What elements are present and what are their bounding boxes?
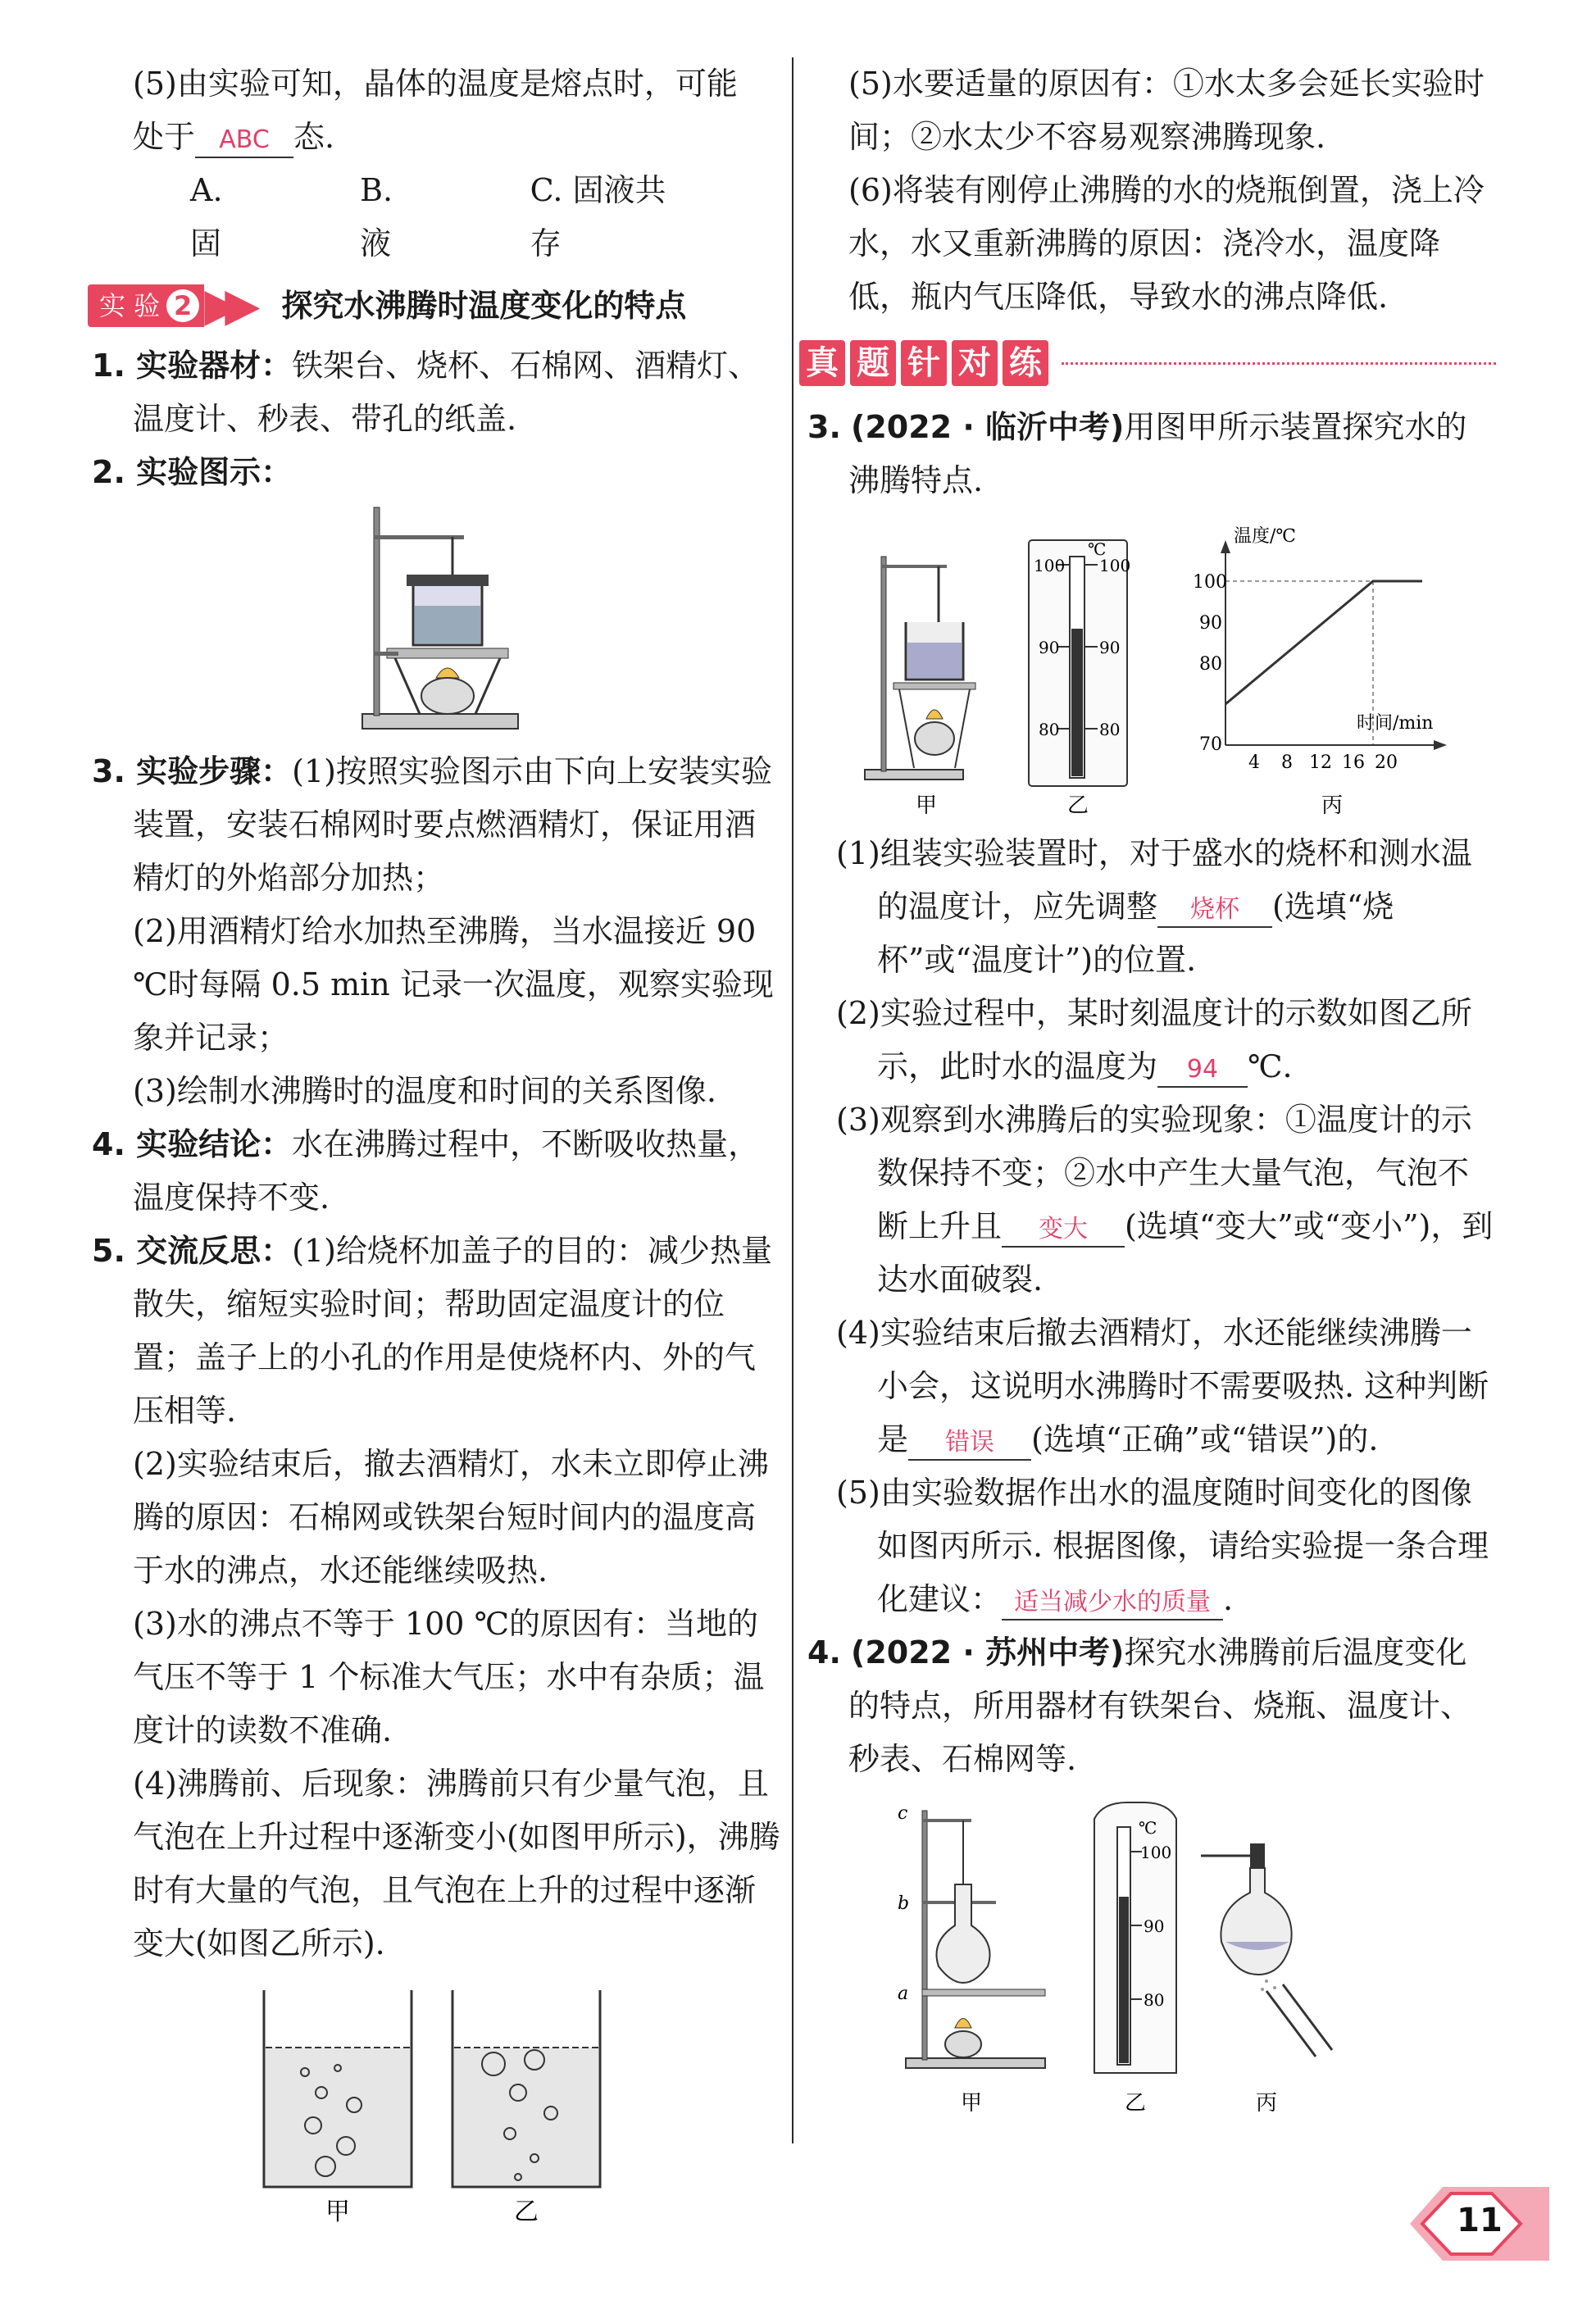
q3-p3-text-a: (3)观察到水沸腾后的实验现象：①温度计的示数保持不变；②水中产生大量气泡，气泡不断上升且: [836, 1102, 1472, 1244]
practice-section-header: [799, 332, 1496, 394]
q3-part-5: [807, 1466, 1496, 1626]
q3-p4-text-a: (4)实验结束后撤去酒精灯，水还能继续沸腾一小会，这说明水沸腾时不需要吸热. 这种判断是: [836, 1315, 1489, 1457]
q5-line1: (5)由实验可知，晶体的温度是熔点时，可能: [133, 66, 738, 102]
q3-apparatus: [865, 557, 975, 780]
q4-stem: [807, 1626, 1496, 1786]
q3-thermometer: [1029, 539, 1130, 786]
experiment-header: [88, 277, 780, 334]
q3-p5-text-b: .: [1223, 1581, 1234, 1617]
q3-temperature-curve: [1225, 581, 1422, 704]
q3-number: 3.: [807, 409, 841, 445]
q3-p4-text-b: (选填“正确”或“错误”)的.: [1031, 1421, 1379, 1457]
q3-xtick-8: 8: [1281, 752, 1293, 773]
experiment-title: 探究水沸腾时温度变化的特点: [281, 287, 687, 324]
section-dotted-line: [1062, 362, 1496, 365]
q3-p2-text-b: ℃.: [1248, 1048, 1293, 1084]
q3-p5-answer: 适当减少水的质量: [1002, 1586, 1223, 1620]
q5-option-a: A. 固: [190, 172, 223, 261]
q4-inverted-flask: [1201, 1843, 1332, 2057]
q3-ytick-70: 70: [1199, 734, 1222, 755]
q3-p4-answer: 错误: [908, 1426, 1031, 1461]
q3-figure-svg: [848, 507, 1496, 819]
item-1-text: 铁架台、烧杯、石棉网、酒精灯、温度计、秒表、带孔的纸盖.: [133, 348, 760, 437]
item-2: [92, 446, 780, 499]
q3-part-1: [807, 827, 1496, 987]
q4-stem-text: 探究水沸腾前后温度变化的特点，所用器材有铁架台、烧瓶、温度计、秒表、石棉网等.: [848, 1634, 1472, 1777]
q3-therm-unit: ℃: [1088, 539, 1107, 559]
item-5-r2: (2)实验结束后，撤去酒精灯，水未立即停止沸腾的原因：石棉网或铁架台短时间内的温度高于水的沸点，水还能继续吸热.: [133, 1446, 769, 1589]
q3-p3-answer: 变大: [1002, 1213, 1125, 1248]
left-column: [92, 57, 780, 2244]
q3-ytick-90: 90: [1199, 613, 1222, 634]
item-4: [92, 1118, 780, 1225]
q4-figure-svg: [857, 1794, 1447, 2118]
q4-therm-mark-80: 80: [1144, 1990, 1165, 2010]
boiling-apparatus-illustration: [338, 499, 534, 737]
column-divider: [792, 57, 793, 2143]
q5-option-c: C. 固液共存: [530, 172, 666, 261]
continued-5: (5)水要适量的原因有：①水太多会延长实验时间；②水太少不容易观察沸腾现象.: [848, 66, 1485, 155]
q3-therm-mark-90: 90: [1099, 638, 1121, 657]
q4-fig-label-b: 乙: [1124, 2091, 1147, 2116]
q4-therm-mark-90: 90: [1144, 1916, 1165, 1936]
item-3-step-3: (3)绘制水沸腾时的温度和时间的关系图像.: [133, 1073, 716, 1109]
q5-line2: [92, 111, 780, 164]
experiment-badge: [88, 284, 204, 327]
q4-mark-c: c: [898, 1803, 908, 1824]
q3-therm-mark-80-left: 80: [1039, 720, 1060, 739]
item-5-r1: (1)给烧杯加盖子的目的：减少热量散失，缩短实验时间；帮助固定温度计的位置；盖子上的小孔的作用是使烧杯内、外的气压相等.: [133, 1233, 772, 1429]
experiment-number: 2: [166, 289, 199, 322]
q3-graph: [1193, 526, 1447, 773]
item-5-r4: (4)沸腾前、后现象：沸腾前只有少量气泡，且气泡在上升过程中逐渐变小(如图甲所示)，沸腾时有大量的气泡，且气泡在上升的过程中逐渐变大(如图乙所示).: [133, 1766, 780, 1961]
q3-graph-xlabel: 时间/min: [1357, 713, 1434, 734]
item-3: [92, 745, 780, 905]
bubble-comparison-illustration: [248, 1982, 625, 2236]
q5-options: [92, 164, 780, 270]
q4-apparatus: [898, 1803, 1045, 2068]
q4-thermometer: [1094, 1802, 1176, 2073]
item-3-step-1: (1)按照实验图示由下向上安装实验装置，安装石棉网时要点燃酒精灯，保证用酒精灯的外焰部分加热；: [133, 753, 772, 896]
continued-6: (6)将装有刚停止沸腾的水的烧瓶倒置，浇上冷水，水又重新沸腾的原因：浇冷水，温度降低，瓶内气压降低，导致水的沸点降低.: [848, 172, 1485, 315]
section-title-char-2: 题: [850, 340, 896, 386]
q5-text-b: 态.: [293, 119, 335, 155]
q3-p2-text-a: (2)实验过程中，某时刻温度计的示数如图乙所示，此时水的温度为: [836, 995, 1472, 1084]
q4-number: 4.: [807, 1634, 841, 1670]
item-2-label: 2. 实验图示：: [92, 454, 293, 490]
q3-therm-mark-100: 100: [1099, 556, 1131, 575]
q3-p3-text-b: (选填“变大”或“变小”)，到达水面破裂.: [877, 1208, 1494, 1298]
q3-xtick-4: 4: [1248, 752, 1260, 773]
item-1: [92, 339, 780, 446]
q3-ytick-100: 100: [1193, 572, 1227, 593]
q5-text-a: 处于: [133, 119, 196, 155]
section-title-char-4: 对: [952, 340, 998, 386]
q3-fig-label-b: 乙: [1066, 793, 1089, 818]
q3-ytick-80: 80: [1199, 654, 1222, 675]
bubble-label-a: 甲: [325, 2198, 350, 2226]
q4-fig-label-c: 丙: [1255, 2091, 1278, 2116]
section-title-char-5: 练: [1003, 340, 1048, 386]
q4-fig-label-a: 甲: [960, 2091, 983, 2116]
q4-therm-mark-100: 100: [1140, 1843, 1172, 1862]
bubble-label-b: 乙: [514, 2198, 539, 2226]
q5-option-b: B. 液: [360, 172, 393, 261]
q3-p2-answer: 94: [1157, 1053, 1248, 1088]
q3-p1-text-b: (选填“烧杯”或“温度计”)的位置.: [877, 889, 1394, 978]
q3-p5-text-a: (5)由实验数据作出水的温度随时间变化的图像如图丙所示. 根据图像，请给实验提一条合理化建议：: [836, 1475, 1489, 1617]
q4-source: (2022 · 苏州中考): [850, 1634, 1125, 1670]
q3-p1-text-a: (1)组装实验装置时，对于盛水的烧杯和测水温的温度计，应先调整: [836, 835, 1472, 925]
item-3-step-2: (2)用酒精灯给水加热至沸腾，当水温接近 90 ℃时每隔 0.5 min 记录一次温度，观察实验现象并记录；: [133, 913, 774, 1056]
q4-mark-b: b: [898, 1893, 910, 1914]
q3-graph-ylabel: 温度/℃: [1234, 526, 1297, 547]
experiment-badge-text: 实 验: [99, 289, 161, 321]
q3-part-3: [807, 1093, 1496, 1307]
q3-therm-mark-80: 80: [1099, 720, 1121, 739]
q3-mercury-column: [1071, 629, 1083, 776]
q5-answer: ABC: [195, 124, 293, 158]
q3-xtick-12: 12: [1309, 752, 1332, 773]
q3-p1-answer: 烧杯: [1157, 893, 1272, 928]
q3-part-2: [807, 987, 1496, 1093]
q3-fig-label-c: 丙: [1321, 793, 1344, 818]
q3-therm-mark-90-left: 90: [1039, 638, 1060, 657]
q3-source: (2022 · 临沂中考): [850, 409, 1125, 445]
q3-fig-label-a: 甲: [915, 793, 938, 818]
q3-xtick-16: 16: [1342, 752, 1365, 773]
q3-xtick-20: 20: [1375, 752, 1398, 773]
q4-figures: [857, 1794, 1496, 2122]
q4-mercury-column: [1119, 1897, 1129, 2063]
bubbles-figure: [92, 1982, 780, 2244]
right-column: [807, 57, 1496, 2122]
item-1-label: 1. 实验器材：: [92, 348, 293, 384]
q3-stem: [807, 401, 1496, 507]
q4-therm-unit: ℃: [1139, 1818, 1157, 1838]
q4-mark-a: a: [898, 1984, 909, 2004]
double-arrow-icon: ▶▶: [204, 279, 246, 332]
item-5-r3: (3)水的沸点不等于 100 ℃的原因有：当地的气压不等于 1 个标准大气压；水中有杂质；温度计的读数不准确.: [133, 1606, 765, 1748]
q3-part-4: [807, 1307, 1496, 1466]
item-5-label: 5. 交流反思：: [92, 1233, 293, 1269]
q3-stem-text: 用图甲所示装置探究水的沸腾特点.: [848, 409, 1467, 498]
q3-figures: [848, 507, 1496, 827]
item-4-text: 水在沸腾过程中，不断吸收热量，温度保持不变.: [133, 1126, 760, 1216]
q3-therm-mark-100-left: 100: [1034, 556, 1066, 575]
item-4-label: 4. 实验结论：: [92, 1126, 293, 1162]
item-5: [92, 1225, 780, 1438]
section-title-char-3: 针: [901, 340, 947, 386]
page-number: 11: [1457, 2202, 1503, 2239]
apparatus-figure: [92, 499, 780, 745]
section-title-char-1: 真: [799, 340, 845, 386]
item-3-label: 3. 实验步骤：: [92, 753, 293, 789]
